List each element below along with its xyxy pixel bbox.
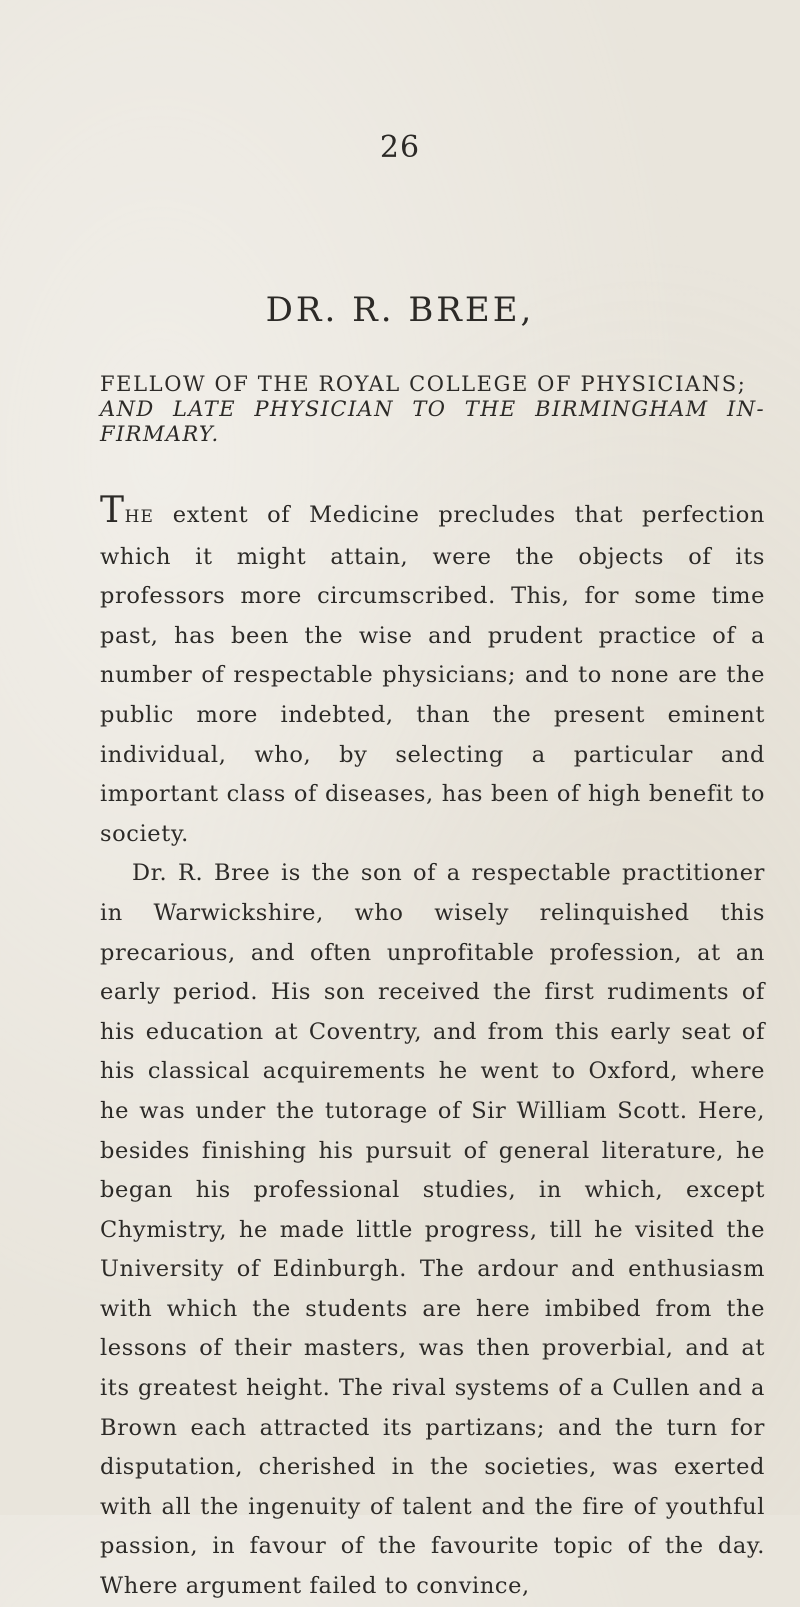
paragraph-intro-text: extent of Medicine precludes that perfection which it might attain, were the objects of its professors more circumscribed. This, for some time past, has been the wise and prudent practice of a number of respectable physicians; and to none are the public more indebted, than the present eminent individual, who, by selecting a particular and important class of diseases, has been of high benefit to society. <box>100 502 765 847</box>
opening-small-caps: HE <box>124 507 154 527</box>
drop-cap: T <box>100 490 125 531</box>
biography-title: DR. R. BREE, <box>265 290 535 330</box>
subtitle-line-physician: AND LATE PHYSICIAN TO THE BIRMINGHAM IN-FIRMARY. <box>100 397 765 446</box>
subtitle-line-fellow: FELLOW OF THE ROYAL COLLEGE OF PHYSICIANS; <box>100 372 747 396</box>
biography-subtitle <box>100 372 765 447</box>
page-number: 26 <box>379 130 421 165</box>
paragraph-intro <box>100 490 765 854</box>
body-text <box>100 490 765 1607</box>
paragraph-biography: Dr. R. Bree is the son of a respectable practitioner in Warwickshire, who wisely relinquished this precarious, and often unprofitable profession, at an early period. His son received the first rudiments of his education at Coventry, and from this early seat of his classical acquirements he went to Oxford, where he was under the tutorage of Sir William Scott. Here, besides finishing his pursuit of general literature, he began his professional studies, in which, except Chymistry, he made little progress, till he visited the University of Edinburgh. The ardour and enthusiasm with which the students are here imbibed from the lessons of their masters, was then proverbial, and at its greatest height. The rival systems of a Cullen and a Brown each attracted its partizans; and the turn for disputation, cherished in the societies, was exerted with all the ingenuity of talent and the fire of youthful passion, in favour of the favourite topic of the day. Where argument failed to convince, <box>100 860 765 1600</box>
